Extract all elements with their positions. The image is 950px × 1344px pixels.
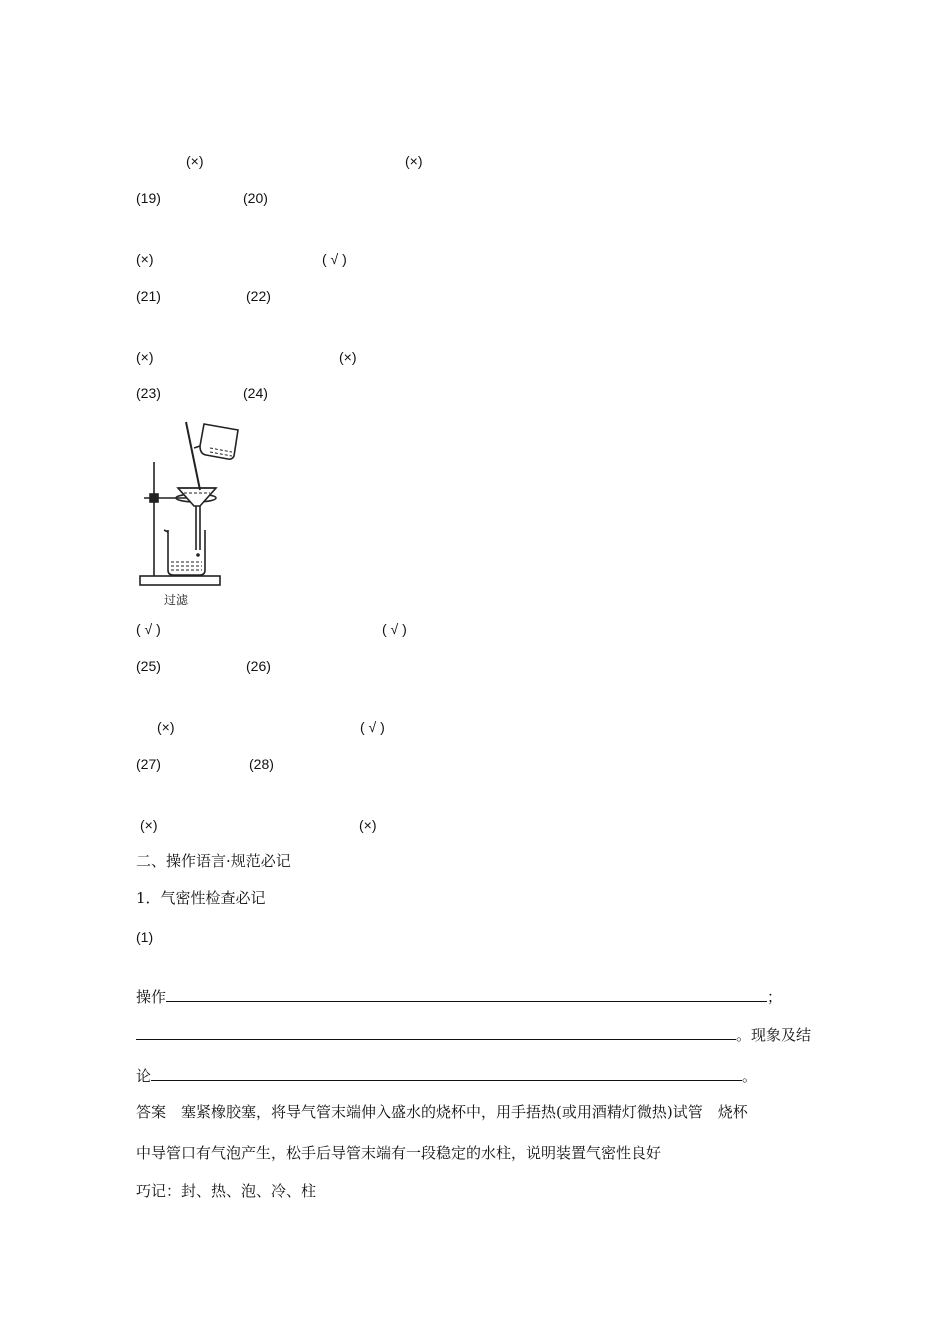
answer-blank[interactable] — [136, 1025, 736, 1040]
item-number: (25) — [136, 658, 161, 674]
fill-label: 操作 — [136, 988, 167, 1006]
figure-caption: 过滤 — [164, 593, 189, 607]
item-number: (26) — [246, 658, 271, 674]
answer-mark: (×) — [157, 719, 175, 735]
fill-label: 论 — [136, 1067, 152, 1085]
answer-mark: (×) — [140, 817, 158, 833]
answer-mark: (×) — [186, 153, 204, 169]
answer-mark: ( √ ) — [136, 621, 161, 637]
item-number: (27) — [136, 756, 161, 772]
item-number: (1) — [136, 929, 154, 945]
filtration-figure — [134, 418, 254, 610]
item-number: (24) — [243, 385, 268, 401]
answer-text: 中导管口有气泡产生，松手后导管末端有一段稳定的水柱，说明装置气密性良好 — [136, 1144, 662, 1162]
answer-mark: (×) — [136, 251, 154, 267]
answer-mark: (×) — [359, 817, 377, 833]
answer-mark: ( √ ) — [360, 719, 385, 735]
answer-blank[interactable] — [151, 1066, 742, 1081]
mnemonic: 巧记：封、热、泡、冷、柱 — [136, 1182, 317, 1200]
fill-label: 。现象及结 — [736, 1026, 812, 1044]
answer-mark: (×) — [339, 349, 357, 365]
answer-mark: (×) — [136, 349, 154, 365]
answer-text: 答案 塞紧橡胶塞，将导气管末端伸入盛水的烧杯中，用手捂热(或用酒精灯微热)试管 烧杯 — [136, 1103, 748, 1121]
item-number: (22) — [246, 288, 271, 304]
item-number: (20) — [243, 190, 268, 206]
fill-line-continued — [136, 1025, 811, 1045]
fill-punctuation: 。 — [742, 1067, 758, 1085]
item-number: (19) — [136, 190, 161, 206]
section-heading: 二、操作语言·规范必记 — [136, 852, 291, 870]
answer-mark: ( √ ) — [322, 251, 347, 267]
filtration-apparatus-icon — [134, 418, 254, 610]
item-number: (23) — [136, 385, 161, 401]
item-number: (21) — [136, 288, 161, 304]
answer-blank[interactable] — [166, 987, 767, 1002]
fill-punctuation: ； — [767, 988, 783, 1006]
sub-heading: 1．气密性检查必记 — [136, 889, 266, 907]
answer-mark: (×) — [405, 153, 423, 169]
item-number: (28) — [249, 756, 274, 772]
answer-mark: ( √ ) — [382, 621, 407, 637]
fill-line-operation — [136, 987, 782, 1007]
fill-line-conclusion — [136, 1066, 757, 1086]
